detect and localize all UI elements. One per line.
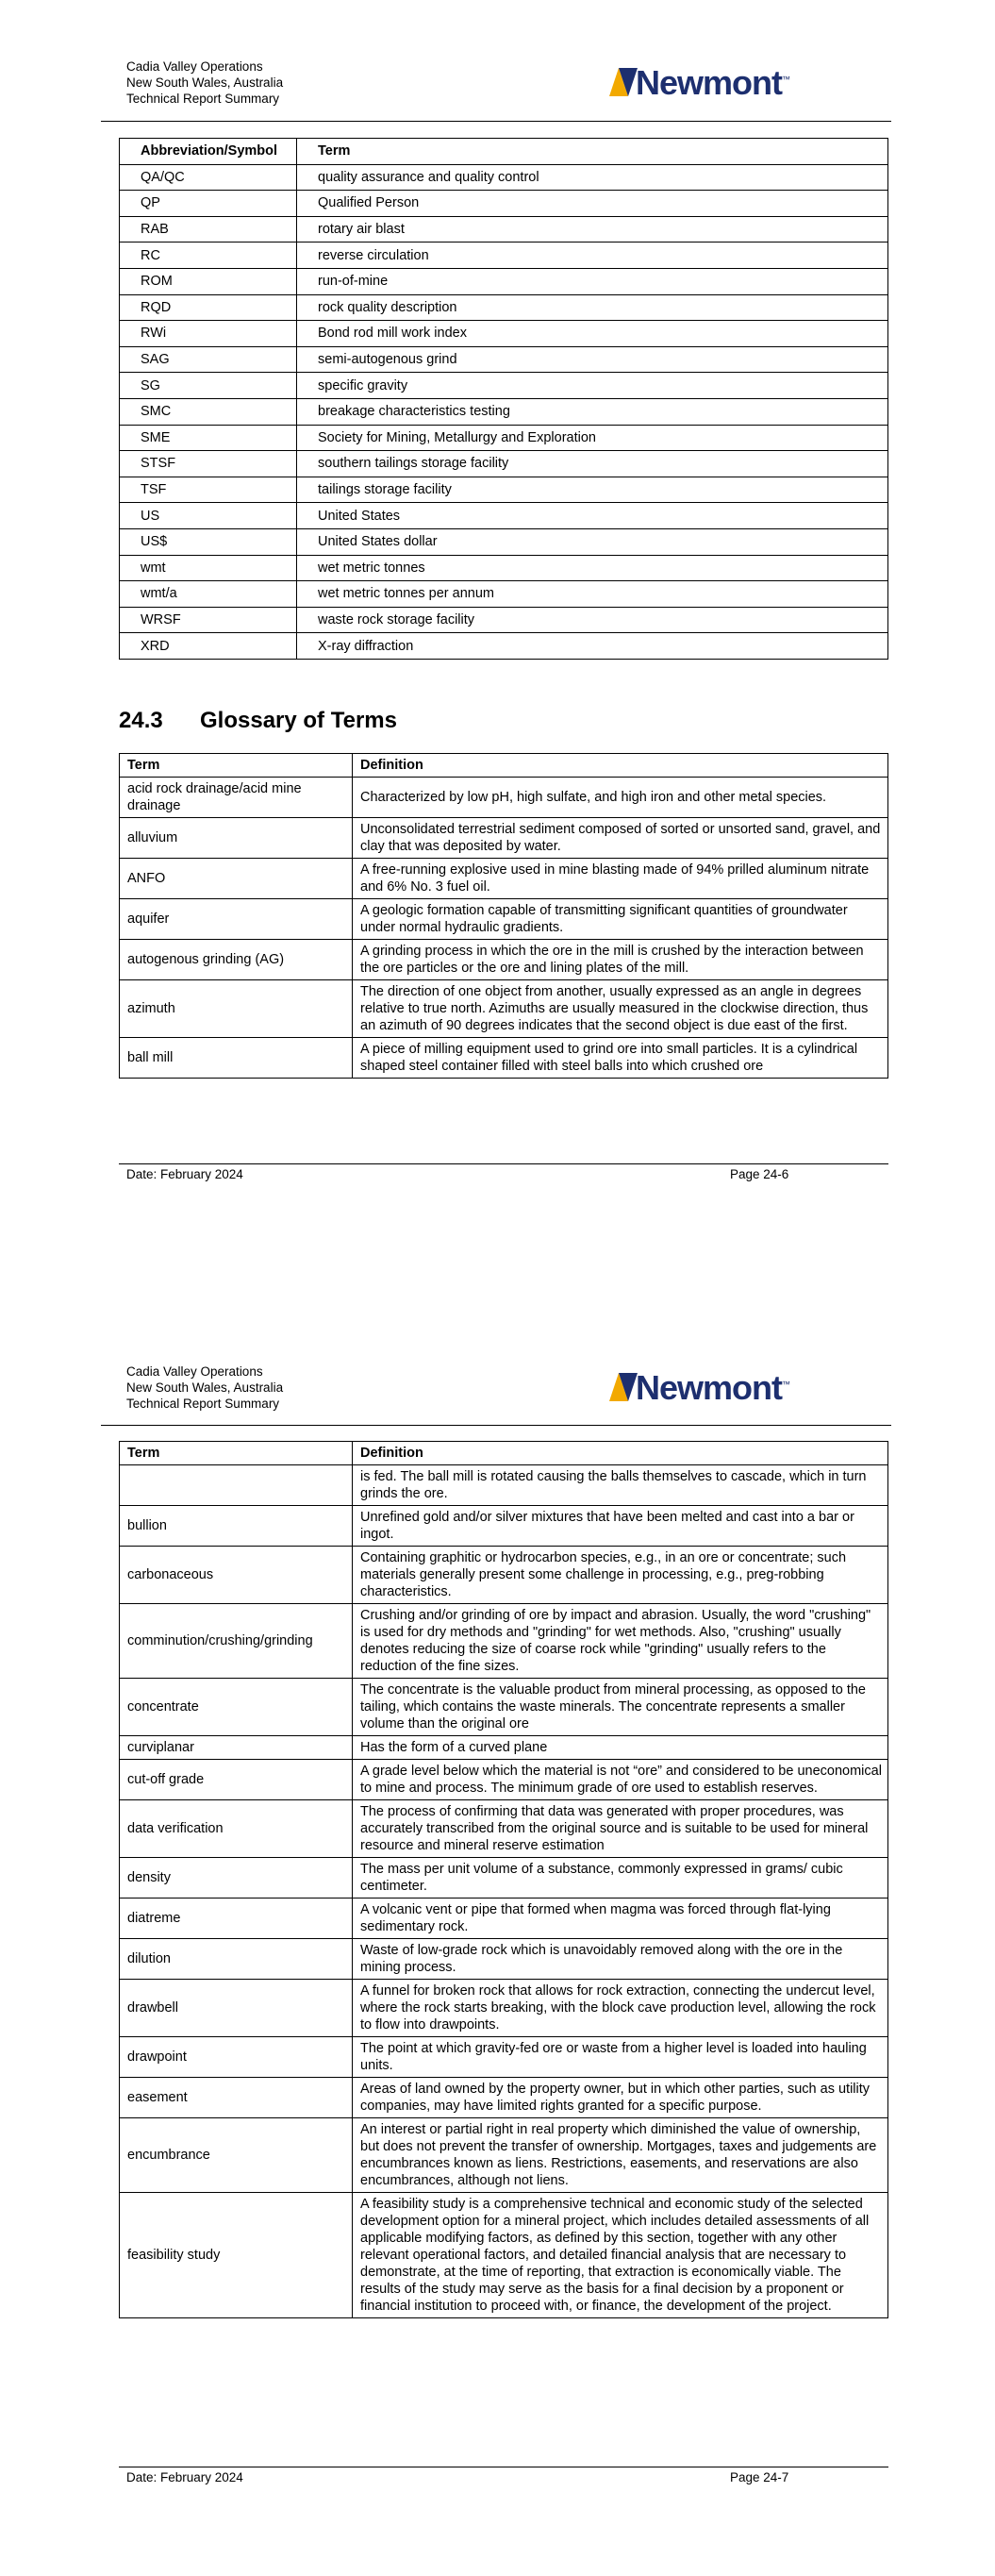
column-header: Term	[297, 139, 888, 165]
header-line-2: New South Wales, Australia	[126, 75, 284, 90]
table-row	[120, 2193, 888, 2318]
section-title: Glossary of Terms	[200, 708, 397, 733]
glossary-table-page-1	[119, 753, 888, 1079]
term-cell: QP	[120, 191, 297, 217]
definition-cell: X-ray diffraction	[297, 633, 888, 660]
table-row	[120, 243, 888, 269]
report-page-2	[0, 1288, 995, 2576]
logo-wordmark: Newmont™	[636, 63, 790, 102]
table-row	[120, 164, 888, 191]
term-cell: XRD	[120, 633, 297, 660]
definition-cell: United States	[297, 503, 888, 529]
term-cell: ball mill	[120, 1038, 353, 1079]
table-row	[120, 778, 888, 818]
table-row	[120, 1939, 888, 1980]
footer-page-number: Page 24-7	[730, 2470, 789, 2484]
term-cell: RAB	[120, 216, 297, 243]
definition-cell: A piece of milling equipment used to grind ore into small particles. It is a cylindrical shaped steel container filled with steel balls into which crushed ore	[353, 1038, 888, 1079]
definition-cell: is fed. The ball mill is rotated causing the balls themselves to cascade, which in turn grinds the ore.	[353, 1465, 888, 1506]
abbreviations-body	[120, 164, 888, 659]
term-cell: TSF	[120, 477, 297, 503]
definition-cell: A feasibility study is a comprehensive technical and economic study of the selected development option for a mineral project, which includes detailed assessments of all applicable modifying factors, as defined by this section, together with any other relevant operational factors, and detailed financial analysis that are necessary to demonstrate, at the time of reporting, that extraction is economically viable. The results of the study may serve as the basis for a final decision by a proponent or financial institution to proceed with, or finance, the development of the project.	[353, 2193, 888, 2318]
term-cell: RQD	[120, 294, 297, 321]
term-cell: cut-off grade	[120, 1760, 353, 1800]
table-row	[120, 1858, 888, 1899]
table-row	[120, 1760, 888, 1800]
table-row	[120, 940, 888, 980]
term-cell: drawbell	[120, 1980, 353, 2037]
term-cell: dilution	[120, 1939, 353, 1980]
table-row	[120, 2078, 888, 2118]
table-row	[120, 477, 888, 503]
header-line-3: Technical Report Summary	[126, 1397, 280, 1411]
table-row	[120, 1547, 888, 1604]
definition-cell: Crushing and/or grinding of ore by impact and abrasion. Usually, the word "crushing" is used for dry methods and "grinding" for wet methods. Also, "crushing" usually denotes reducing the size of coarse rock while "grinding" usually refers to the reduction of the fine sizes.	[353, 1604, 888, 1679]
newmont-logo-mark-icon	[609, 1373, 638, 1401]
definition-cell: southern tailings storage facility	[297, 451, 888, 477]
footer-rule	[119, 1163, 888, 1164]
table-row	[120, 425, 888, 451]
term-cell: encumbrance	[120, 2118, 353, 2193]
column-header: Term	[120, 1442, 353, 1465]
term-cell: wmt	[120, 555, 297, 581]
definition-cell: wet metric tonnes	[297, 555, 888, 581]
definition-cell: reverse circulation	[297, 243, 888, 269]
table-row	[120, 191, 888, 217]
term-cell: SG	[120, 373, 297, 399]
term-cell: ANFO	[120, 859, 353, 899]
definition-cell: quality assurance and quality control	[297, 164, 888, 191]
newmont-logo	[609, 1369, 788, 1407]
definition-cell: A grade level below which the material is not “ore” and considered to be uneconomical to mine and process. The minimum grade of ore used to establish reserves.	[353, 1760, 888, 1800]
definition-cell: Containing graphitic or hydrocarbon species, e.g., in an ore or concentrate; such materials generally present some challenge in processing, e.g., preg-robbing characteristics.	[353, 1547, 888, 1604]
table-row	[120, 1899, 888, 1939]
column-header: Abbreviation/Symbol	[120, 139, 297, 165]
definition-cell: wet metric tonnes per annum	[297, 581, 888, 608]
table-row	[120, 528, 888, 555]
term-cell: US	[120, 503, 297, 529]
term-cell: azimuth	[120, 980, 353, 1038]
table-row	[120, 581, 888, 608]
definition-cell: Bond rod mill work index	[297, 321, 888, 347]
section-number: 24.3	[119, 708, 163, 733]
header-line-3: Technical Report Summary	[126, 92, 280, 106]
term-cell: comminution/crushing/grinding	[120, 1604, 353, 1679]
term-cell: bullion	[120, 1506, 353, 1547]
definition-cell: Has the form of a curved plane	[353, 1736, 888, 1760]
table-row	[120, 818, 888, 859]
table-row	[120, 321, 888, 347]
definition-cell: United States dollar	[297, 528, 888, 555]
definition-cell: The mass per unit volume of a substance, commonly expressed in grams/ cubic centimeter.	[353, 1858, 888, 1899]
table-row	[120, 346, 888, 373]
header-rule	[101, 121, 891, 122]
header-block	[126, 1363, 283, 1412]
term-cell: US$	[120, 528, 297, 555]
term-cell: easement	[120, 2078, 353, 2118]
term-cell: density	[120, 1858, 353, 1899]
table-header-row	[120, 1442, 888, 1465]
table-row	[120, 398, 888, 425]
table-row	[120, 451, 888, 477]
table-row	[120, 1506, 888, 1547]
definition-cell: The point at which gravity-fed ore or waste from a higher level is loaded into hauling units.	[353, 2037, 888, 2078]
definition-cell: tailings storage facility	[297, 477, 888, 503]
term-cell: RWi	[120, 321, 297, 347]
table-row	[120, 980, 888, 1038]
header-rule	[101, 1425, 891, 1426]
term-cell: drawpoint	[120, 2037, 353, 2078]
definition-cell: Areas of land owned by the property owner, but in which other parties, such as utility companies, may have limited rights granted for a specific purpose.	[353, 2078, 888, 2118]
term-cell: autogenous grinding (AG)	[120, 940, 353, 980]
definition-cell: rotary air blast	[297, 216, 888, 243]
definition-cell: Qualified Person	[297, 191, 888, 217]
term-cell: data verification	[120, 1800, 353, 1858]
term-cell	[120, 1465, 353, 1506]
term-cell: carbonaceous	[120, 1547, 353, 1604]
table-row	[120, 633, 888, 660]
header-line-1: Cadia Valley Operations	[126, 59, 263, 74]
definition-cell: Society for Mining, Metallurgy and Exploration	[297, 425, 888, 451]
definition-cell: An interest or partial right in real property which diminished the value of ownership, but does not prevent the transfer of ownership. Mortgages, taxes and judgements are encumbrances known as liens. Restrictions, easements, and reservations are also encumbrances, although not liens.	[353, 2118, 888, 2193]
column-header: Definition	[353, 1442, 888, 1465]
term-cell: aquifer	[120, 899, 353, 940]
logo-wordmark: Newmont™	[636, 1368, 790, 1407]
definition-cell: The direction of one object from another, usually expressed as an angle in degrees relative to true north. Azimuths are usually measured in the clockwise direction, thus an azimuth of 90 degrees indicates that the second object is due east of the first.	[353, 980, 888, 1038]
definition-cell: Characterized by low pH, high sulfate, and high iron and other metal species.	[353, 778, 888, 818]
table-row	[120, 607, 888, 633]
term-cell: concentrate	[120, 1679, 353, 1736]
table-row	[120, 503, 888, 529]
glossary-body-page-1	[120, 778, 888, 1079]
term-cell: SMC	[120, 398, 297, 425]
table-row	[120, 1980, 888, 2037]
definition-cell: breakage characteristics testing	[297, 398, 888, 425]
term-cell: alluvium	[120, 818, 353, 859]
definition-cell: Waste of low-grade rock which is unavoidably removed along with the ore in the mining process.	[353, 1939, 888, 1980]
term-cell: SAG	[120, 346, 297, 373]
definition-cell: Unrefined gold and/or silver mixtures that have been melted and cast into a bar or ingot.	[353, 1506, 888, 1547]
abbreviations-table	[119, 138, 888, 660]
definition-cell: A volcanic vent or pipe that formed when magma was forced through flat-lying sedimentary rock.	[353, 1899, 888, 1939]
footer-page-number: Page 24-6	[730, 1167, 789, 1181]
newmont-logo-mark-icon	[609, 68, 638, 96]
glossary-body-page-2	[120, 1465, 888, 2318]
definition-cell: A funnel for broken rock that allows for rock extraction, connecting the undercut level, where the rock starts breaking, with the block cave production level, allowing the rock to flow into drawpoints.	[353, 1980, 888, 2037]
table-row	[120, 555, 888, 581]
term-cell: feasibility study	[120, 2193, 353, 2318]
table-row	[120, 1465, 888, 1506]
definition-cell: The concentrate is the valuable product from mineral processing, as opposed to the tailing, which contains the waste minerals. The concentrate represents a smaller volume than the original ore	[353, 1679, 888, 1736]
table-row	[120, 2037, 888, 2078]
table-row	[120, 859, 888, 899]
term-cell: acid rock drainage/acid mine drainage	[120, 778, 353, 818]
definition-cell: run-of-mine	[297, 268, 888, 294]
table-row	[120, 1679, 888, 1736]
definition-cell: A grinding process in which the ore in the mill is crushed by the interaction between the ore particles or the ore and lining plates of the mill.	[353, 940, 888, 980]
footer-date: Date: February 2024	[126, 2470, 243, 2484]
footer-date: Date: February 2024	[126, 1167, 243, 1181]
table-row	[120, 899, 888, 940]
header-block	[126, 59, 283, 107]
term-cell: STSF	[120, 451, 297, 477]
table-row	[120, 268, 888, 294]
term-cell: QA/QC	[120, 164, 297, 191]
table-row	[120, 1038, 888, 1079]
table-row	[120, 2118, 888, 2193]
column-header: Definition	[353, 754, 888, 778]
newmont-logo	[609, 64, 788, 102]
definition-cell: Unconsolidated terrestrial sediment composed of sorted or unsorted sand, gravel, and clay that was deposited by water.	[353, 818, 888, 859]
definition-cell: A geologic formation capable of transmitting significant quantities of groundwater under normal hydraulic gradients.	[353, 899, 888, 940]
table-row	[120, 1604, 888, 1679]
term-cell: RC	[120, 243, 297, 269]
definition-cell: A free-running explosive used in mine blasting made of 94% prilled aluminum nitrate and 6% No. 3 fuel oil.	[353, 859, 888, 899]
table-row	[120, 294, 888, 321]
table-header-row	[120, 139, 888, 165]
table-row	[120, 1800, 888, 1858]
table-row	[120, 1736, 888, 1760]
term-cell: WRSF	[120, 607, 297, 633]
definition-cell: rock quality description	[297, 294, 888, 321]
table-row	[120, 216, 888, 243]
header-line-2: New South Wales, Australia	[126, 1380, 284, 1395]
table-row	[120, 373, 888, 399]
definition-cell: specific gravity	[297, 373, 888, 399]
term-cell: wmt/a	[120, 581, 297, 608]
column-header: Term	[120, 754, 353, 778]
section-heading	[119, 708, 397, 734]
term-cell: SME	[120, 425, 297, 451]
term-cell: ROM	[120, 268, 297, 294]
definition-cell: waste rock storage facility	[297, 607, 888, 633]
header-line-1: Cadia Valley Operations	[126, 1364, 263, 1379]
term-cell: curviplanar	[120, 1736, 353, 1760]
table-header-row	[120, 754, 888, 778]
term-cell: diatreme	[120, 1899, 353, 1939]
definition-cell: semi-autogenous grind	[297, 346, 888, 373]
definition-cell: The process of confirming that data was generated with proper procedures, was accurately transcribed from the original source and is suitable to be used for mineral resource and mineral reserve estimation	[353, 1800, 888, 1858]
glossary-table-page-2	[119, 1441, 888, 2318]
